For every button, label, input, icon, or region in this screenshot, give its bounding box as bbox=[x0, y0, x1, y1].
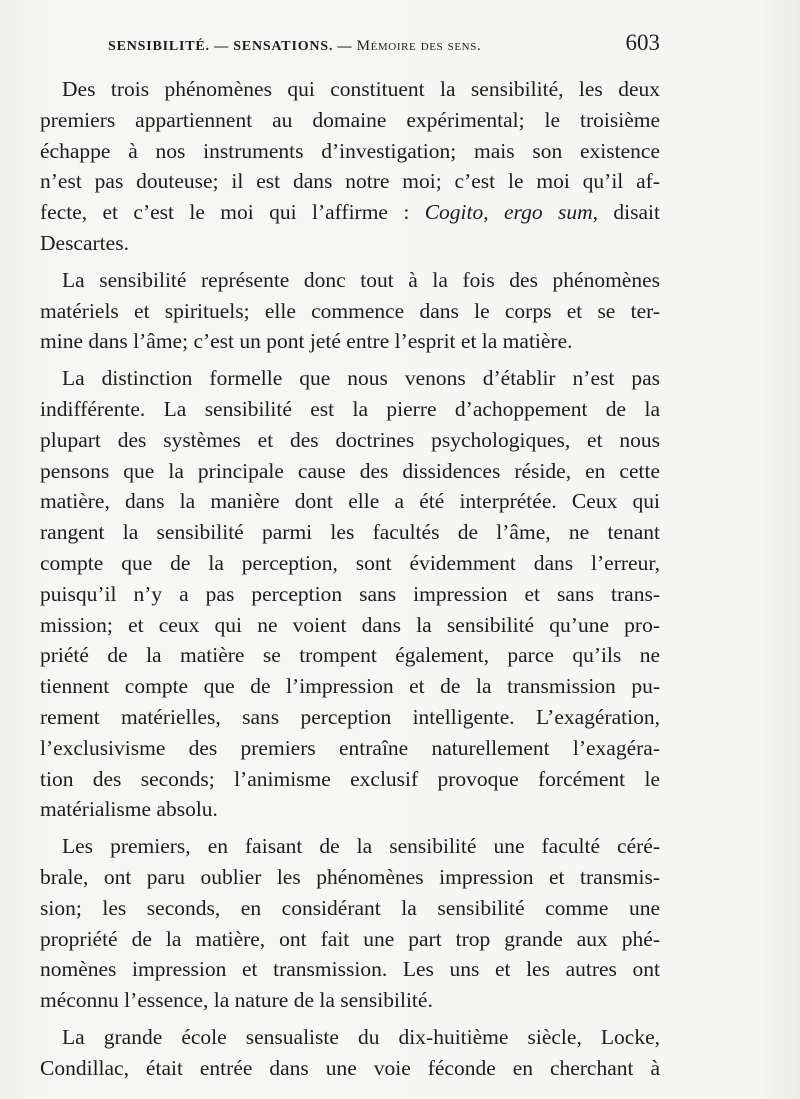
text-line: échappe à nos instruments d’investigation; mais son existence bbox=[40, 138, 660, 163]
text-line: matérialisme absolu. bbox=[40, 797, 218, 822]
running-title-main: SENSIBILITÉ. — SENSATIONS. — bbox=[108, 39, 353, 54]
paragraph-1 bbox=[40, 74, 660, 259]
body-text bbox=[40, 74, 660, 1090]
running-head bbox=[108, 30, 660, 64]
text-line: l’exclusivisme des premiers entraîne naturellement l’exagéra- bbox=[40, 735, 660, 760]
text-line: brale, ont paru oublier les phénomènes impression et transmis- bbox=[40, 864, 660, 889]
text-line: pensons que la principale cause des dissidences réside, en cette bbox=[40, 458, 660, 483]
text-line: tion des seconds; l’animisme exclusif provoque forcément le bbox=[40, 766, 660, 791]
page-number: 603 bbox=[625, 30, 660, 55]
paragraph-4 bbox=[40, 831, 660, 1016]
text-line: rangent la sensibilité parmi les facultés de l’âme, ne tenant bbox=[40, 520, 660, 545]
text-line: propriété de la matière, ont fait une part trop grande aux phé- bbox=[40, 926, 660, 951]
text-line: La sensibilité représente donc tout à la fois des phénomènes bbox=[62, 267, 660, 292]
running-title bbox=[108, 38, 481, 55]
text-line: premiers appartiennent au domaine expérimental; le troisième bbox=[40, 107, 660, 132]
text-line: La distinction formelle que nous venons d’établir n’est pas bbox=[62, 366, 660, 391]
text-line: Condillac, était entrée dans une voie féconde en cherchant à bbox=[40, 1055, 660, 1080]
text-line: Descartes. bbox=[40, 230, 129, 255]
text-line: rement matérielles, sans perception intelligente. L’exagération, bbox=[40, 704, 660, 729]
text-line: matière, dans la manière dont elle a été interprétée. Ceux qui bbox=[40, 489, 660, 514]
text-line: puisqu’il n’y a pas perception sans impression et sans trans- bbox=[40, 581, 660, 606]
text-line-with-quote bbox=[40, 197, 660, 228]
text-line: compte que de la perception, sont évidemment dans l’erreur, bbox=[40, 550, 660, 575]
text-segment: disait bbox=[598, 200, 660, 225]
text-line: La grande école sensualiste du dix-huitième siècle, Locke, bbox=[62, 1024, 660, 1049]
text-line: Des trois phénomènes qui constituent la sensibilité, les deux bbox=[62, 77, 660, 101]
text-line: matériels et spirituels; elle commence dans le corps et se ter- bbox=[40, 298, 660, 323]
text-line: tiennent compte que de l’impression et de la transmission pu- bbox=[40, 674, 660, 699]
running-title-sub: Mémoire des sens. bbox=[356, 38, 482, 54]
text-line: Les premiers, en faisant de la sensibilité une faculté céré- bbox=[62, 834, 660, 859]
text-line: méconnu l’essence, la nature de la sensibilité. bbox=[40, 988, 433, 1013]
text-line: plupart des systèmes et des doctrines psychologiques, et nous bbox=[40, 427, 660, 452]
text-line: priété de la matière se trompent également, parce qu’ils ne bbox=[40, 643, 660, 668]
text-line: mission; et ceux qui ne voient dans la sensibilité qu’une pro- bbox=[40, 612, 660, 637]
paragraph-3 bbox=[40, 363, 660, 825]
text-line: n’est pas douteuse; il est dans notre moi; c’est le moi qu’il af- bbox=[40, 169, 660, 194]
paragraph-5 bbox=[40, 1022, 660, 1084]
text-line: nomènes impression et transmission. Les uns et les autres ont bbox=[40, 957, 660, 982]
latin-quote: Cogito, ergo sum, bbox=[424, 200, 599, 225]
text-line: mine dans l’âme; c’est un pont jeté entre l’esprit et la matière. bbox=[40, 329, 573, 354]
paragraph-2 bbox=[40, 265, 660, 357]
text-segment: fecte, et c’est le moi qui l’affirme : bbox=[40, 200, 425, 225]
text-line: sion; les seconds, en considérant la sensibilité comme une bbox=[40, 895, 660, 920]
text-line: indifférente. La sensibilité est la pierre d’achoppement de la bbox=[40, 396, 660, 421]
